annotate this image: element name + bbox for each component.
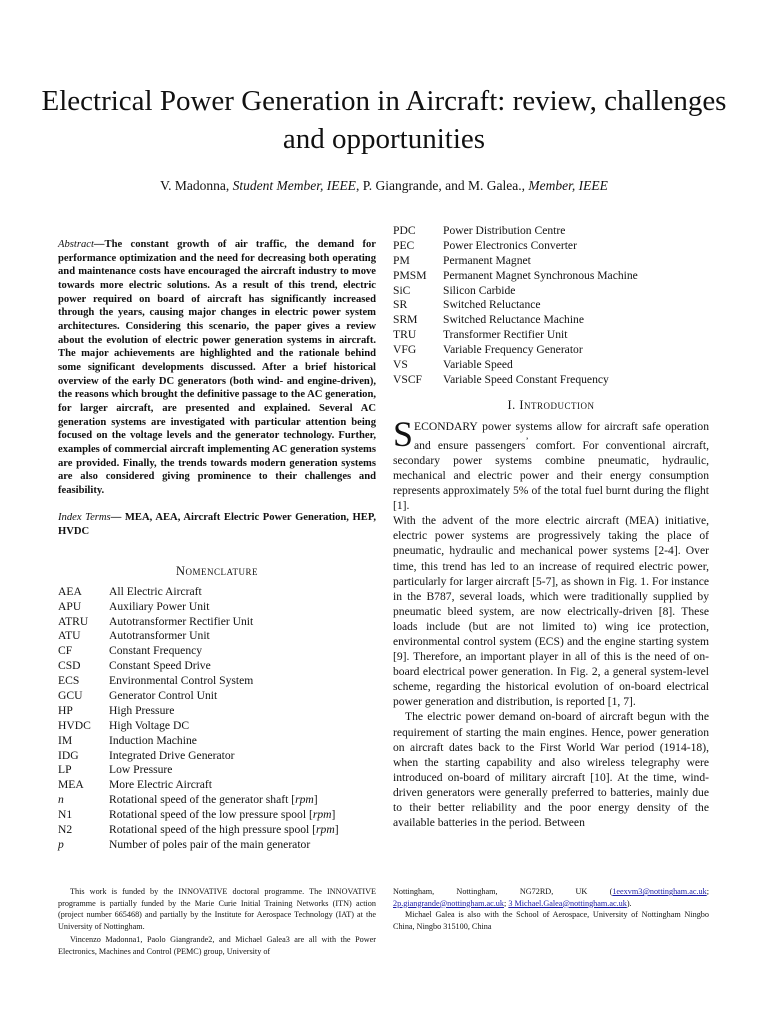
nomenclature-def <box>109 808 376 823</box>
nomenclature-def: More Electric Aircraft <box>109 778 213 792</box>
nomenclature-row <box>58 674 376 689</box>
introduction-heading <box>393 398 709 413</box>
contact-note <box>393 886 709 909</box>
contact-text-d: ). <box>626 898 632 908</box>
introduction-numeral: I. <box>507 397 520 412</box>
nomenclature-def: High Pressure <box>109 703 175 717</box>
nomenclature-row <box>58 823 376 838</box>
nomenclature-abbr: HVDC <box>58 718 91 732</box>
nomenclature-abbr: GCU <box>58 689 83 703</box>
nomenclature-row <box>58 585 376 600</box>
intro-paragraph-1 <box>393 413 709 513</box>
funding-note: This work is funded by the INNOVATIVE doctoral programme. The INNOVATIVE programme is partially funded by the Marie Curie Initial Training Networks (ITN) action (project number 665468) and partially by the Institute for Aerospace Technology (IAT) at the University of Nottingham. <box>58 887 376 931</box>
nomenclature-def: Generator Control Unit <box>109 689 218 703</box>
nomenclature-abbr: N2 <box>58 823 73 837</box>
left-column <box>58 238 376 853</box>
nomenclature-def: Variable Speed <box>443 358 513 372</box>
nomenclature-abbr: PEC <box>393 238 415 252</box>
nomenclature-abbr: ATRU <box>58 614 89 628</box>
nomenclature-def <box>109 823 376 838</box>
footnote-left <box>58 886 376 958</box>
email-link-2[interactable]: 2p.giangrande@nottingham.ac.uk <box>393 898 504 908</box>
contact-text-a: Nottingham, Nottingham, NG72RD, UK ( <box>393 887 613 896</box>
nomenclature-unit: rpm <box>312 808 332 822</box>
intro-p1-text-b: comfort. For conventional aircraft, secondary power systems combine pneumatic, hydraulic, mechanical and electric power and their energy consumption represents approximately 5% of the total fuel burnt during the flight [1]. <box>393 438 709 513</box>
author-role-2: Member, IEEE <box>528 178 608 193</box>
nomenclature-abbr: ECS <box>58 674 80 688</box>
nomenclature-abbr: VS <box>393 358 408 372</box>
right-column <box>393 224 709 830</box>
contact-sep-2: ; <box>504 898 509 908</box>
nomenclature-abbr: n <box>58 793 64 807</box>
nomenclature-abbr: N1 <box>58 808 73 822</box>
nomenclature-def-end: ] <box>313 793 318 807</box>
second-affiliation-note: Michael Galea is also with the School of Aerospace, University of Nottingham Ningbo China, Ningbo 315100, China <box>393 910 709 931</box>
nomenclature-def-end: ] <box>331 808 336 822</box>
nomenclature-abbr: SR <box>393 298 408 312</box>
nomenclature-row <box>393 269 709 284</box>
index-terms <box>58 511 376 538</box>
nomenclature-row <box>58 615 376 630</box>
nomenclature-row <box>393 328 709 343</box>
nomenclature-def-end: ] <box>334 823 339 837</box>
nomenclature-def: Variable Frequency Generator <box>443 343 583 357</box>
nomenclature-row <box>58 689 376 704</box>
nomenclature-def-text: Rotational speed of the generator shaft [ <box>109 793 296 807</box>
index-terms-label: Index Terms <box>58 512 111 524</box>
nomenclature-row <box>58 719 376 734</box>
abstract-label: Abstract <box>58 239 94 250</box>
nomenclature-abbr: SRM <box>393 313 418 327</box>
nomenclature-list-left <box>58 585 376 853</box>
lead-word: ECONDARY <box>414 419 478 433</box>
apostrophe-superscript: ’ <box>525 435 529 447</box>
nomenclature-def: Switched Reluctance <box>443 298 541 312</box>
nomenclature-row <box>58 704 376 719</box>
nomenclature-row <box>393 343 709 358</box>
nomenclature-abbr: PDC <box>393 224 416 237</box>
nomenclature-def: Low Pressure <box>109 763 173 777</box>
nomenclature-def: Integrated Drive Generator <box>109 748 235 762</box>
nomenclature-abbr: HP <box>58 703 73 717</box>
nomenclature-def: Number of poles pair of the main generator <box>109 837 311 851</box>
author-line <box>40 178 728 194</box>
abstract <box>58 238 376 497</box>
nomenclature-row <box>58 763 376 778</box>
nomenclature-def <box>109 793 376 808</box>
paper-title: Electrical Power Generation in Aircraft: review, challenges and opportunities <box>41 85 727 155</box>
intro-paragraph-3: The electric power demand on-board of aircraft begun with the requirement of starting the main engines. Hence, power generation on aircraft dates back to the First World War period (1914-18), when the starting capability and also wireless telegraphy were introduced on-board of military aircraft [10]. At the time, wind-driven generators were generally preferred to batteries, mainly due to their better reliability and the poor energy density of the available batteries in the period. Between <box>393 710 709 830</box>
affiliation-note: Vincenzo Madonna1, Paolo Giangrande2, and Michael Galea3 are all with the Power Electronics, Machines and Control (PEMC) group, University of <box>58 935 376 956</box>
nomenclature-row <box>58 644 376 659</box>
nomenclature-row <box>58 734 376 749</box>
contact-sep-1: ; <box>706 887 709 896</box>
nomenclature-row <box>58 749 376 764</box>
nomenclature-row <box>393 313 709 328</box>
drop-cap: S <box>393 413 414 454</box>
nomenclature-def: Autotransformer Rectifier Unit <box>109 614 254 628</box>
nomenclature-row <box>58 659 376 674</box>
nomenclature-heading: Nomenclature <box>176 563 258 578</box>
nomenclature-abbr: IDG <box>58 748 79 762</box>
nomenclature-def: Permanent Magnet <box>443 253 531 267</box>
nomenclature-row <box>393 254 709 269</box>
nomenclature-abbr: p <box>58 837 64 851</box>
index-terms-text: — MEA, AEA, Aircraft Electric Power Generation, HEP, HVDC <box>58 512 376 538</box>
nomenclature-abbr: SiC <box>393 283 411 297</box>
nomenclature-def: All Electric Aircraft <box>109 584 202 598</box>
nomenclature-def: Constant Frequency <box>109 644 203 658</box>
nomenclature-abbr: CF <box>58 644 73 658</box>
nomenclature-def: Switched Reluctance Machine <box>443 313 585 327</box>
nomenclature-abbr: VFG <box>393 343 417 357</box>
nomenclature-abbr: LP <box>58 763 72 777</box>
author-names-1: V. Madonna, <box>160 178 233 193</box>
introduction-title: Introduction <box>519 397 595 412</box>
nomenclature-list-right <box>393 224 709 388</box>
nomenclature-row <box>58 600 376 615</box>
nomenclature-row <box>393 358 709 373</box>
nomenclature-abbr: PMSM <box>393 268 427 282</box>
nomenclature-abbr: CSD <box>58 659 81 673</box>
nomenclature-row <box>58 778 376 793</box>
author-names-2: , P. Giangrande, and M. Galea., <box>355 178 529 193</box>
nomenclature-abbr: ATU <box>58 629 81 643</box>
nomenclature-abbr: VSCF <box>393 372 423 386</box>
nomenclature-def: Power Distribution Centre <box>443 224 566 237</box>
nomenclature-def: Auxiliary Power Unit <box>109 599 210 613</box>
nomenclature-row <box>58 838 376 853</box>
nomenclature-row <box>393 224 709 239</box>
nomenclature-def: Power Electronics Converter <box>443 238 577 252</box>
intro-paragraph-2: With the advent of the more electric aircraft (MEA) initiative, electric power systems are progressively taking the place of pneumatic, hydraulic and mechanical power systems [2-4]. Over time, this trend has led to an increase of required electric power, particularly for larger aircraft [5-7], as shown in Fig. 1. For instance in the B787, several loads, which were traditionally supplied by pneumatic bleed system, are now electrically-driven [8]. These loads include (but are not limited to) wing ice protection, environmental control system (ECS) and the engine starting system [9]. Therefore, an important player in all of this is the need of on-board electrical power generation. In Fig. 2, a general system-level scheme, regarding the historical evolution of on-board electrical power generation and distribution, is reported [1, 7]. <box>393 514 709 709</box>
nomenclature-def: Constant Speed Drive <box>109 659 211 673</box>
author-role-1: Student Member, IEEE <box>232 178 356 193</box>
nomenclature-def: Environmental Control System <box>109 674 254 688</box>
nomenclature-def-text: Rotational speed of the low pressure spool [ <box>109 808 313 822</box>
nomenclature-unit: rpm <box>316 823 335 837</box>
nomenclature-abbr: TRU <box>393 328 417 342</box>
nomenclature-row <box>58 793 376 808</box>
nomenclature-abbr: MEA <box>58 778 84 792</box>
nomenclature-abbr: IM <box>58 733 73 747</box>
nomenclature-abbr: PM <box>393 253 410 267</box>
nomenclature-row <box>58 808 376 823</box>
nomenclature-row <box>393 373 709 388</box>
nomenclature-def: Induction Machine <box>109 733 197 747</box>
nomenclature-row <box>393 298 709 313</box>
nomenclature-row <box>58 629 376 644</box>
intro-p1-text-a: power systems allow for aircraft safe operation and ensure passengers <box>414 419 709 452</box>
abstract-text: —The constant growth of air traffic, the demand for performance optimization and the need for decreasing both operating and maintenance costs have encouraged the aircraft industry to move towards more electric solutions. As a result of this trend, electric power required on board of aircraft has significantly increased through the years, causing major changes in electric power system architectures. Considering this scenario, the paper gives a review about the evolution of electric power generation systems in aircraft. The major achievements are highlighted and the rationale behind some significant developments discussed. After a brief historical overview of the early DC generators (both wind- and engine-driven), the reasons which brought the definitive passage to the AC generation, for larger aircraft, are presented and explained. Several AC generation systems are investigated with particular attention being focused on the voltage levels and the generator technology. Further, examples of commercial aircraft implementing AC generation systems are provided. Finally, the trends towards modern generation systems are also considered giving prominence to their challenges and feasibility. <box>58 239 376 496</box>
nomenclature-def: High Voltage DC <box>109 718 190 732</box>
nomenclature-def: Transformer Rectifier Unit <box>443 328 568 342</box>
nomenclature-abbr: APU <box>58 599 82 613</box>
footnote-right <box>393 886 709 932</box>
email-link-3[interactable]: 3 Michael.Galea@nottingham.ac.uk <box>508 898 627 908</box>
nomenclature-def: Permanent Magnet Synchronous Machine <box>443 268 638 282</box>
nomenclature-abbr: AEA <box>58 584 82 598</box>
nomenclature-row <box>393 239 709 254</box>
email-link-1[interactable]: 1eexvm3@nottingham.ac.uk <box>612 887 707 896</box>
nomenclature-def: Autotransformer Unit <box>109 629 210 643</box>
nomenclature-def-text: Rotational speed of the high pressure spool [ <box>109 823 317 837</box>
nomenclature-def: Silicon Carbide <box>443 283 516 297</box>
nomenclature-def: Variable Speed Constant Frequency <box>443 372 609 386</box>
nomenclature-unit: rpm <box>295 793 314 807</box>
nomenclature-row <box>393 284 709 299</box>
